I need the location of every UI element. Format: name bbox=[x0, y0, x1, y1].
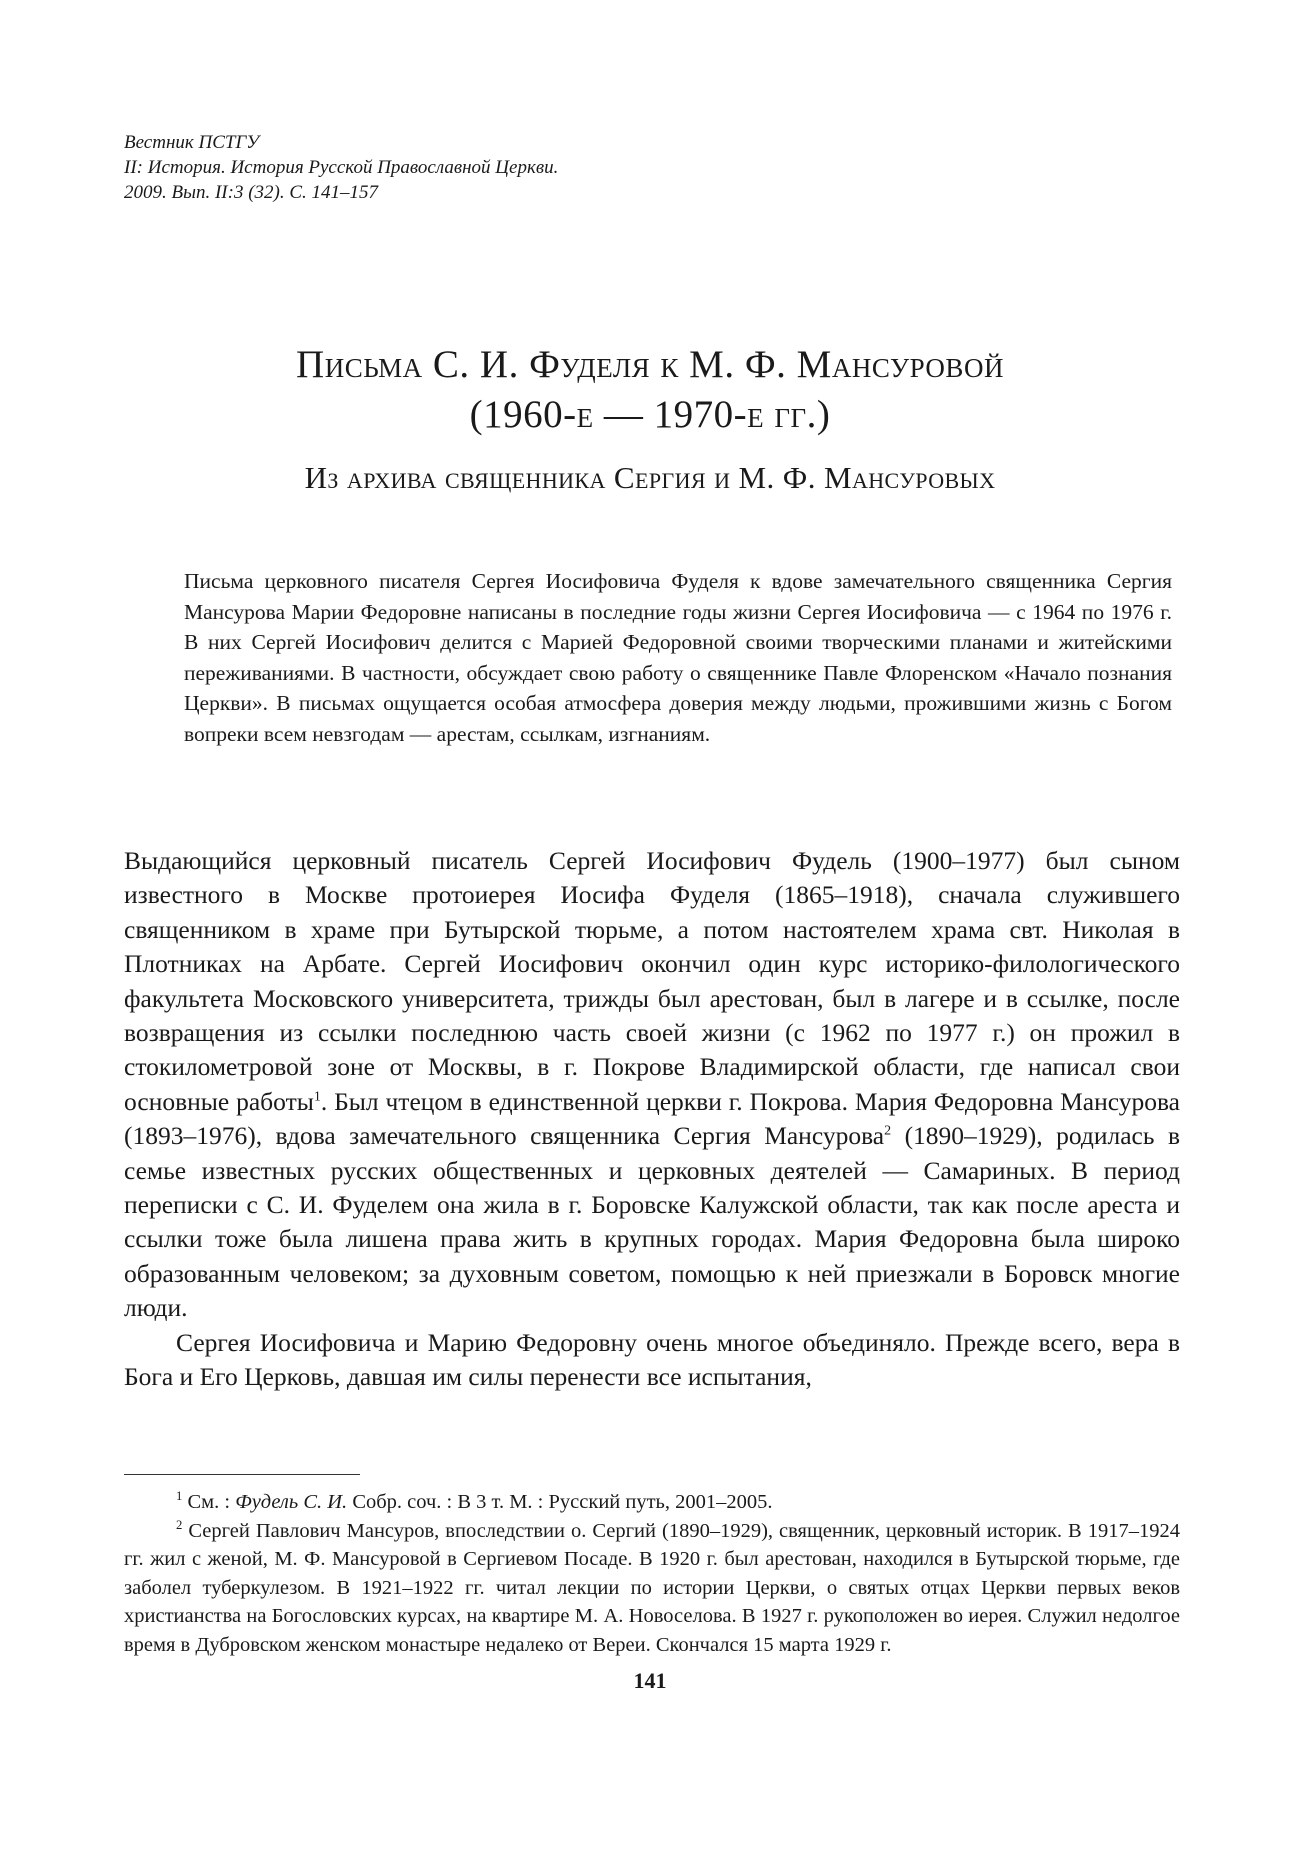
article-title bbox=[150, 340, 1150, 440]
footnote-ref-2[interactable]: 2 bbox=[884, 1123, 892, 1139]
body-paragraph-2: Сергея Иосифовича и Марию Федоровну очень многое объединяло. Прежде всего, вера в Бога и Его Церковь, давшая им силы перенести все испытания, bbox=[124, 1327, 1180, 1392]
footnote-1-prefix: См. : bbox=[182, 1491, 236, 1513]
footnote-divider bbox=[124, 1474, 360, 1475]
body-paragraph-1-part-c: (1890–1929), родилась в семье известных русских общественных и церковных деятелей — Самариных. В период переписки с С. И. Фуделем она жила в г. Боровске Калужской области, так как после ареста и ссылки тоже была лишена права жить в крупных городах. Мария Федоровна была широко образованным человеком; за духовным советом, помощью к ней приезжали в Боровск многие люди. bbox=[124, 1121, 1180, 1323]
article-abstract: Письма церковного писателя Сергея Иосифовича Фуделя к вдове замечательного священника Сергия Мансурова Марии Федоровне написаны в последние годы жизни Сергея Иосифовича — с 1964 по 1976 г. В них Сергей Иосифович делится с Марией Федоровной своими творческими планами и житейскими переживаниями. В частности, обсуждает свою работу о священнике Павле Флоренском «Начало познания Церкви». В письмах ощущается особая атмосфера доверия между людьми, прожившими жизнь с Богом вопреки всем невзгодам — арестам, ссылкам, изгнаниям. bbox=[184, 569, 1172, 746]
journal-series: II: История. История Русской Православной Церкви. bbox=[124, 157, 559, 178]
footnote-ref-1[interactable]: 1 bbox=[313, 1089, 321, 1105]
body-paragraph-1-part-a: Выдающийся церковный писатель Сергей Иосифович Фудель (1900–1977) был сыном известного в Москве протоиерея Иосифа Фуделя (1865–1918), сначала служившего священником в храме при Бутырской тюрьме, а потом настоятелем храма свт. Николая в Плотниках на Арбате. Сергей Иосифович окончил один курс историко-филологического факультета Московского университета, трижды был арестован, был в лагере и в ссылке, после возвращения из ссылки последнюю часть своей жизни (с 1962 по 1977 г.) он прожил в стокилометровой зоне от Москвы, в г. Покрове Владимирской области, где написал свои основные работы bbox=[124, 846, 1180, 1116]
footnote-1-author: Фудель С. И. bbox=[235, 1491, 348, 1513]
body-paragraph-1 bbox=[124, 844, 1180, 1326]
footnote-2-text: Сергей Павлович Мансуров, впоследствии о. Сергий (1890–1929), священник, церковный историк. В 1917–1924 гг. жил с женой, М. Ф. Мансуровой в Сергиевом Посаде. В 1920 г. был арестован, находился в Бутырской тюрьме, где заболел туберкулезом. В 1921–1922 гг. читал лекции по истории Церкви, о святых отцах Церкви первых веков христианства на Богословских курсах, на квартире М. А. Новоселова. В 1927 г. рукоположен во иерея. Служил недолгое время в Дубровском женском монастыре недалеко от Вереи. Скончался 15 марта 1929 г. bbox=[124, 1519, 1180, 1656]
footnote-2 bbox=[124, 1517, 1180, 1660]
body-paragraph-1-part-b: . Был чтецом в единственной церкви г. Покрова. Мария Федоровна Мансурова (1893–1976), вдова замечательного священника Сергия Мансурова bbox=[124, 1086, 1180, 1151]
journal-issue: 2009. Вып. II:3 (32). С. 141–157 bbox=[124, 182, 379, 203]
journal-name: Вестник ПСТГУ bbox=[124, 132, 260, 153]
article-body bbox=[124, 844, 1180, 1395]
article-title-line-1: Письма С. И. Фуделя к М. Ф. Мансуровой bbox=[296, 343, 1004, 386]
footnote-1 bbox=[124, 1488, 1180, 1517]
article-subtitle: Из архива священника Сергия и М. Ф. Мансуровых bbox=[304, 460, 996, 495]
page-number: 141 bbox=[633, 1668, 667, 1693]
article-title-line-2: (1960-е — 1970-е гг.) bbox=[469, 393, 831, 436]
article-title-block bbox=[150, 340, 1150, 498]
footnotes bbox=[124, 1488, 1180, 1660]
journal-header bbox=[124, 130, 884, 205]
footnote-1-text: Собр. соч. : В 3 т. М. : Русский путь, 2001–2005. bbox=[347, 1491, 773, 1513]
footnote-1-number: 1 bbox=[176, 1489, 183, 1504]
footnote-2-number: 2 bbox=[176, 1517, 183, 1532]
